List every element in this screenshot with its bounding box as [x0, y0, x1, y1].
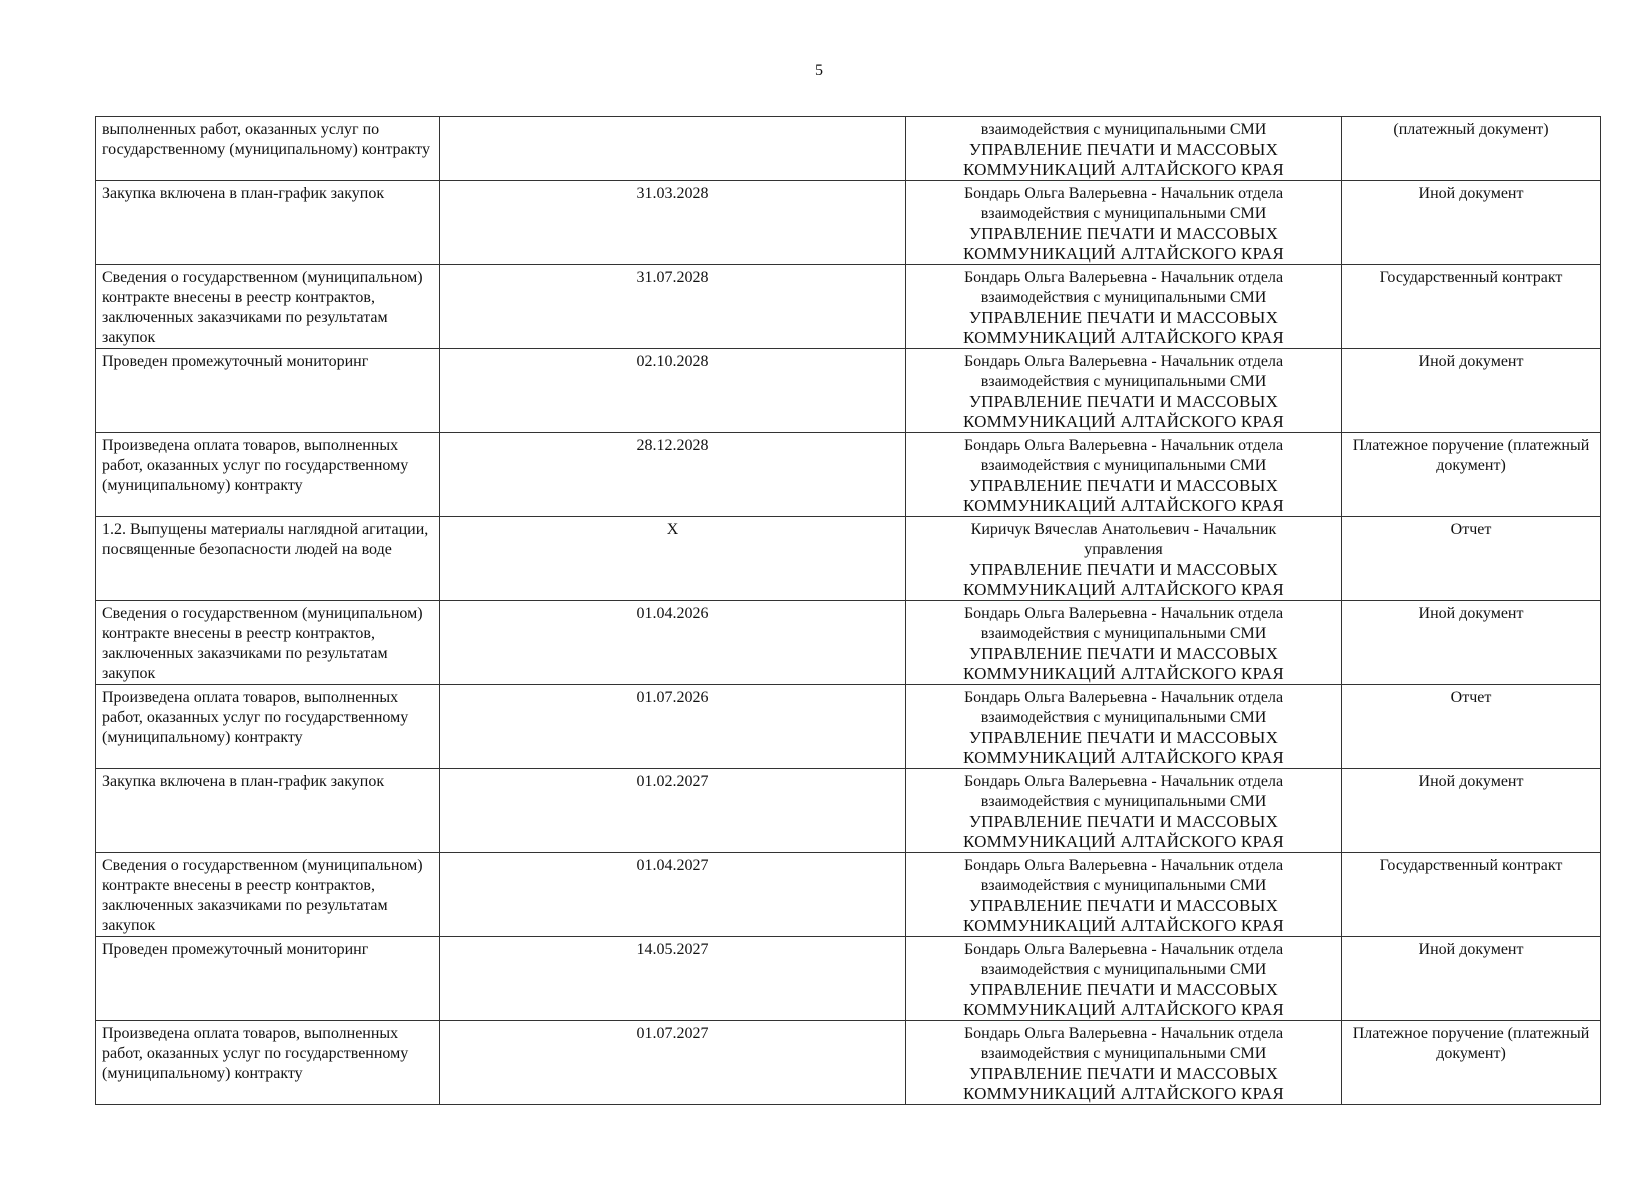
responsible-line: управления	[1084, 541, 1163, 558]
table-row	[96, 601, 1601, 685]
organization-name: УПРАВЛЕНИЕ ПЕЧАТИ И МАССОВЫХ КОММУНИКАЦИЙ АЛТАЙСКОГО КРАЯ	[963, 224, 1284, 263]
table-row	[96, 1021, 1601, 1105]
responsible-line: взаимодействия с муниципальными СМИ	[980, 961, 1267, 978]
responsible-line: Киричук Вячеслав Анатольевич - Начальник	[970, 521, 1277, 538]
event-cell: Закупка включена в план-график закупок	[96, 181, 440, 265]
table-row	[96, 685, 1601, 769]
responsible-line: взаимодействия с муниципальными СМИ	[980, 625, 1267, 642]
responsible-line: Бондарь Ольга Валерьевна - Начальник отдела	[963, 185, 1284, 202]
date-cell: 01.07.2026	[440, 685, 906, 769]
organization-name: УПРАВЛЕНИЕ ПЕЧАТИ И МАССОВЫХ КОММУНИКАЦИЙ АЛТАЙСКОГО КРАЯ	[963, 644, 1284, 683]
responsible-line: взаимодействия с муниципальными СМИ	[980, 205, 1267, 222]
document-type-cell: Отчет	[1342, 517, 1601, 601]
event-cell: выполненных работ, оказанных услуг по государственному (муниципальному) контракту	[96, 117, 440, 181]
organization-name: УПРАВЛЕНИЕ ПЕЧАТИ И МАССОВЫХ КОММУНИКАЦИЙ АЛТАЙСКОГО КРАЯ	[963, 140, 1284, 179]
table-row	[96, 265, 1601, 349]
responsible-line: Бондарь Ольга Валерьевна - Начальник отдела	[963, 437, 1284, 454]
table-row	[96, 769, 1601, 853]
responsible-cell	[906, 769, 1342, 853]
responsible-line: взаимодействия с муниципальными СМИ	[980, 877, 1267, 894]
event-cell: Проведен промежуточный мониторинг	[96, 349, 440, 433]
responsible-line: взаимодействия с муниципальными СМИ	[980, 793, 1267, 810]
event-cell: Сведения о государственном (муниципальном) контракте внесены в реестр контрактов, заключенных заказчиками по результатам закупок	[96, 853, 440, 937]
date-cell: 01.04.2027	[440, 853, 906, 937]
responsible-line: взаимодействия с муниципальными СМИ	[980, 373, 1267, 390]
responsible-line: взаимодействия с муниципальными СМИ	[980, 457, 1267, 474]
document-type-cell: Иной документ	[1342, 181, 1601, 265]
event-cell: Сведения о государственном (муниципальном) контракте внесены в реестр контрактов, заключенных заказчиками по результатам закупок	[96, 601, 440, 685]
responsible-cell	[906, 685, 1342, 769]
responsible-cell	[906, 265, 1342, 349]
document-type-cell: Иной документ	[1342, 349, 1601, 433]
document-type-cell: Государственный контракт	[1342, 853, 1601, 937]
organization-name: УПРАВЛЕНИЕ ПЕЧАТИ И МАССОВЫХ КОММУНИКАЦИЙ АЛТАЙСКОГО КРАЯ	[963, 896, 1284, 935]
table-row	[96, 349, 1601, 433]
table-row	[96, 853, 1601, 937]
event-cell: Сведения о государственном (муниципальном) контракте внесены в реестр контрактов, заключенных заказчиками по результатам закупок	[96, 265, 440, 349]
responsible-cell	[906, 1021, 1342, 1105]
date-cell: 31.07.2028	[440, 265, 906, 349]
document-type-cell: Иной документ	[1342, 769, 1601, 853]
responsible-line: Бондарь Ольга Валерьевна - Начальник отдела	[963, 857, 1284, 874]
responsible-cell	[906, 517, 1342, 601]
date-cell: 14.05.2027	[440, 937, 906, 1021]
organization-name: УПРАВЛЕНИЕ ПЕЧАТИ И МАССОВЫХ КОММУНИКАЦИЙ АЛТАЙСКОГО КРАЯ	[963, 476, 1284, 515]
organization-name: УПРАВЛЕНИЕ ПЕЧАТИ И МАССОВЫХ КОММУНИКАЦИЙ АЛТАЙСКОГО КРАЯ	[963, 308, 1284, 347]
responsible-line: Бондарь Ольга Валерьевна - Начальник отдела	[963, 941, 1284, 958]
document-type-cell: Платежное поручение (платежный документ)	[1342, 1021, 1601, 1105]
responsible-line: взаимодействия с муниципальными СМИ	[980, 121, 1267, 138]
date-cell	[440, 117, 906, 181]
event-cell: Закупка включена в план-график закупок	[96, 769, 440, 853]
responsible-line: взаимодействия с муниципальными СМИ	[980, 289, 1267, 306]
document-type-cell: Иной документ	[1342, 601, 1601, 685]
event-cell: Проведен промежуточный мониторинг	[96, 937, 440, 1021]
organization-name: УПРАВЛЕНИЕ ПЕЧАТИ И МАССОВЫХ КОММУНИКАЦИЙ АЛТАЙСКОГО КРАЯ	[963, 560, 1284, 599]
table-body	[96, 117, 1601, 1105]
date-cell: 31.03.2028	[440, 181, 906, 265]
table-row	[96, 181, 1601, 265]
organization-name: УПРАВЛЕНИЕ ПЕЧАТИ И МАССОВЫХ КОММУНИКАЦИЙ АЛТАЙСКОГО КРАЯ	[963, 392, 1284, 431]
responsible-cell	[906, 117, 1342, 181]
date-cell: 01.02.2027	[440, 769, 906, 853]
responsible-cell	[906, 853, 1342, 937]
responsible-line: Бондарь Ольга Валерьевна - Начальник отдела	[963, 1025, 1284, 1042]
control-points-table	[95, 116, 1601, 1105]
table-row	[96, 937, 1601, 1021]
event-cell: Произведена оплата товаров, выполненных работ, оказанных услуг по государственному (муниципальному) контракту	[96, 1021, 440, 1105]
document-type-cell: Государственный контракт	[1342, 265, 1601, 349]
responsible-cell	[906, 349, 1342, 433]
responsible-line: Бондарь Ольга Валерьевна - Начальник отдела	[963, 605, 1284, 622]
responsible-line: Бондарь Ольга Валерьевна - Начальник отдела	[963, 353, 1284, 370]
responsible-line: Бондарь Ольга Валерьевна - Начальник отдела	[963, 773, 1284, 790]
page-number: 5	[815, 62, 823, 79]
event-cell: 1.2. Выпущены материалы наглядной агитации, посвященные безопасности людей на воде	[96, 517, 440, 601]
document-type-cell: Иной документ	[1342, 937, 1601, 1021]
date-cell: 28.12.2028	[440, 433, 906, 517]
organization-name: УПРАВЛЕНИЕ ПЕЧАТИ И МАССОВЫХ КОММУНИКАЦИЙ АЛТАЙСКОГО КРАЯ	[963, 728, 1284, 767]
table-row	[96, 433, 1601, 517]
organization-name: УПРАВЛЕНИЕ ПЕЧАТИ И МАССОВЫХ КОММУНИКАЦИЙ АЛТАЙСКОГО КРАЯ	[963, 812, 1284, 851]
organization-name: УПРАВЛЕНИЕ ПЕЧАТИ И МАССОВЫХ КОММУНИКАЦИЙ АЛТАЙСКОГО КРАЯ	[963, 980, 1284, 1019]
event-cell: Произведена оплата товаров, выполненных работ, оказанных услуг по государственному (муниципальному) контракту	[96, 685, 440, 769]
document-type-cell: (платежный документ)	[1342, 117, 1601, 181]
table-row	[96, 117, 1601, 181]
responsible-line: Бондарь Ольга Валерьевна - Начальник отдела	[963, 269, 1284, 286]
responsible-line: взаимодействия с муниципальными СМИ	[980, 709, 1267, 726]
document-type-cell: Платежное поручение (платежный документ)	[1342, 433, 1601, 517]
table-row	[96, 517, 1601, 601]
event-cell: Произведена оплата товаров, выполненных работ, оказанных услуг по государственному (муниципальному) контракту	[96, 433, 440, 517]
responsible-cell	[906, 937, 1342, 1021]
date-cell: 02.10.2028	[440, 349, 906, 433]
responsible-line: Бондарь Ольга Валерьевна - Начальник отдела	[963, 689, 1284, 706]
date-cell: X	[440, 517, 906, 601]
date-cell: 01.07.2027	[440, 1021, 906, 1105]
responsible-cell	[906, 601, 1342, 685]
document-type-cell: Отчет	[1342, 685, 1601, 769]
responsible-cell	[906, 181, 1342, 265]
date-cell: 01.04.2026	[440, 601, 906, 685]
responsible-cell	[906, 433, 1342, 517]
responsible-line: взаимодействия с муниципальными СМИ	[980, 1045, 1267, 1062]
organization-name: УПРАВЛЕНИЕ ПЕЧАТИ И МАССОВЫХ КОММУНИКАЦИЙ АЛТАЙСКОГО КРАЯ	[963, 1064, 1284, 1103]
